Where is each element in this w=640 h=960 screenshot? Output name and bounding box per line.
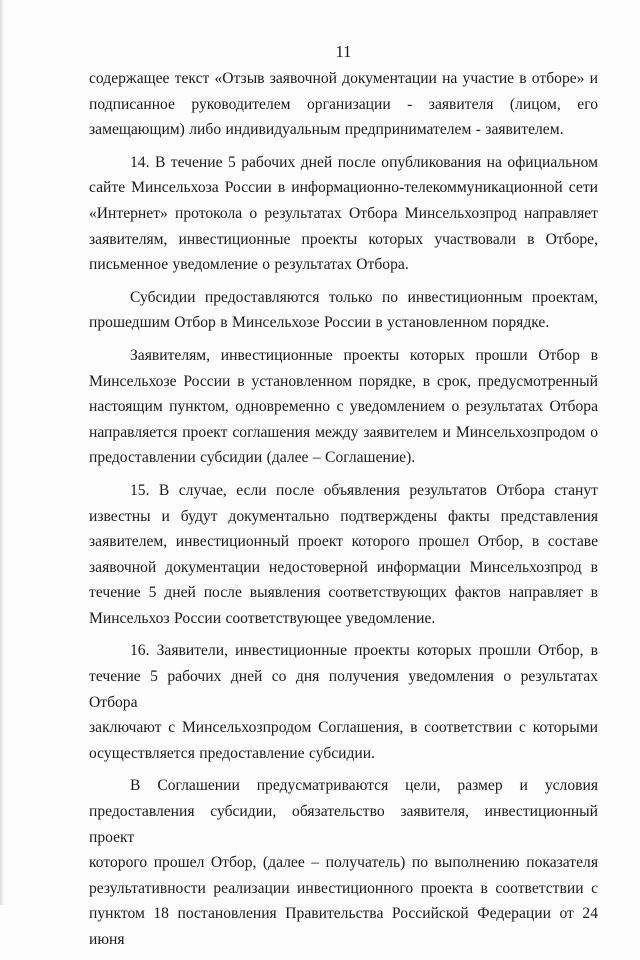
text-line: 14. В течение 5 рабочих дней после опубликования на официальном — [130, 153, 598, 171]
paragraph — [89, 66, 598, 143]
text-line: настоящим пунктом, одновременно с уведомлением о результатах Отбора — [89, 398, 598, 416]
text-line: пунктом 18 постановления Правительства Российской Федерации от 24 июня — [89, 905, 598, 948]
text-line: заявителем, инвестиционный проект которого прошел Отбор, в составе — [89, 533, 598, 551]
paragraph — [89, 478, 598, 632]
text-line: сайте Минсельхоза России в информационно-телекоммуникационной сети — [89, 179, 598, 197]
text-line: предоставления субсидии, обязательство заявителя, инвестиционный проект — [89, 803, 598, 846]
text-line: которого прошел Отбор, (далее – получатель) по выполнению показателя — [89, 854, 598, 872]
text-line: заявочной документации недостоверной информации Минсельхозпрод в — [89, 558, 598, 576]
text-line: направляется проект соглашения между заявителем и Минсельхозпродом о — [89, 423, 598, 441]
text-line: течение 5 рабочих дней со дня получения уведомления о результатах Отбора — [89, 668, 598, 711]
paragraph — [89, 343, 598, 471]
text-line: 15. В случае, если после объявления результатов Отбора станут — [130, 481, 598, 499]
document-body — [89, 66, 598, 953]
paragraph — [89, 638, 598, 766]
text-line: В Соглашении предусматриваются цели, размер и условия — [130, 777, 598, 795]
text-line: известны и будут документально подтверждены факты представления — [89, 507, 598, 525]
text-line: Минсельхозе России в установленном порядке, в срок, предусмотренный — [89, 372, 598, 390]
text-line: Заявителям, инвестиционные проекты которых прошли Отбор в — [130, 346, 598, 364]
paragraph — [89, 150, 598, 278]
text-line: заключают с Минсельхозпродом Соглашения, в соответствии с которыми — [89, 719, 598, 737]
text-line: Субсидии предоставляются только по инвестиционным проектам, — [130, 288, 598, 306]
page-number: 11 — [335, 42, 352, 61]
text-line: содержащее текст «Отзыв заявочной документации на участие в отборе» и — [89, 70, 598, 87]
text-line: Минсельхоз России соответствующее уведомление. — [89, 609, 436, 627]
text-line: подписанное руководителем организации - заявителя (лицом, его — [89, 95, 598, 113]
text-line: 16. Заявители, инвестиционные проекты которых прошли Отбор, в — [130, 642, 598, 660]
text-line: предоставлении субсидии (далее – Соглашение). — [89, 449, 416, 467]
text-line: замещающим) либо индивидуальным предпринимателем - заявителем. — [89, 121, 564, 139]
text-line: письменное уведомление о результатах Отбора. — [89, 256, 409, 274]
text-line: осуществляется предоставление субсидии. — [89, 744, 376, 762]
scan-edge-shadow — [0, 0, 5, 905]
text-line: «Интернет» протокола о результатах Отбора Минсельхозпрод направляет — [89, 204, 598, 222]
paragraph — [89, 285, 598, 336]
text-line: заявителям, инвестиционные проекты которых участвовали в Отборе, — [89, 230, 598, 248]
text-line: результативности реализации инвестиционного проекта в соответствии с — [89, 879, 598, 897]
text-line: прошедшим Отбор в Минсельхозе России в установленном порядке. — [89, 314, 550, 332]
document-page — [89, 40, 598, 960]
paragraph — [89, 773, 598, 952]
text-line: течение 5 дней после выявления соответствующих фактов направляет в — [89, 584, 598, 602]
